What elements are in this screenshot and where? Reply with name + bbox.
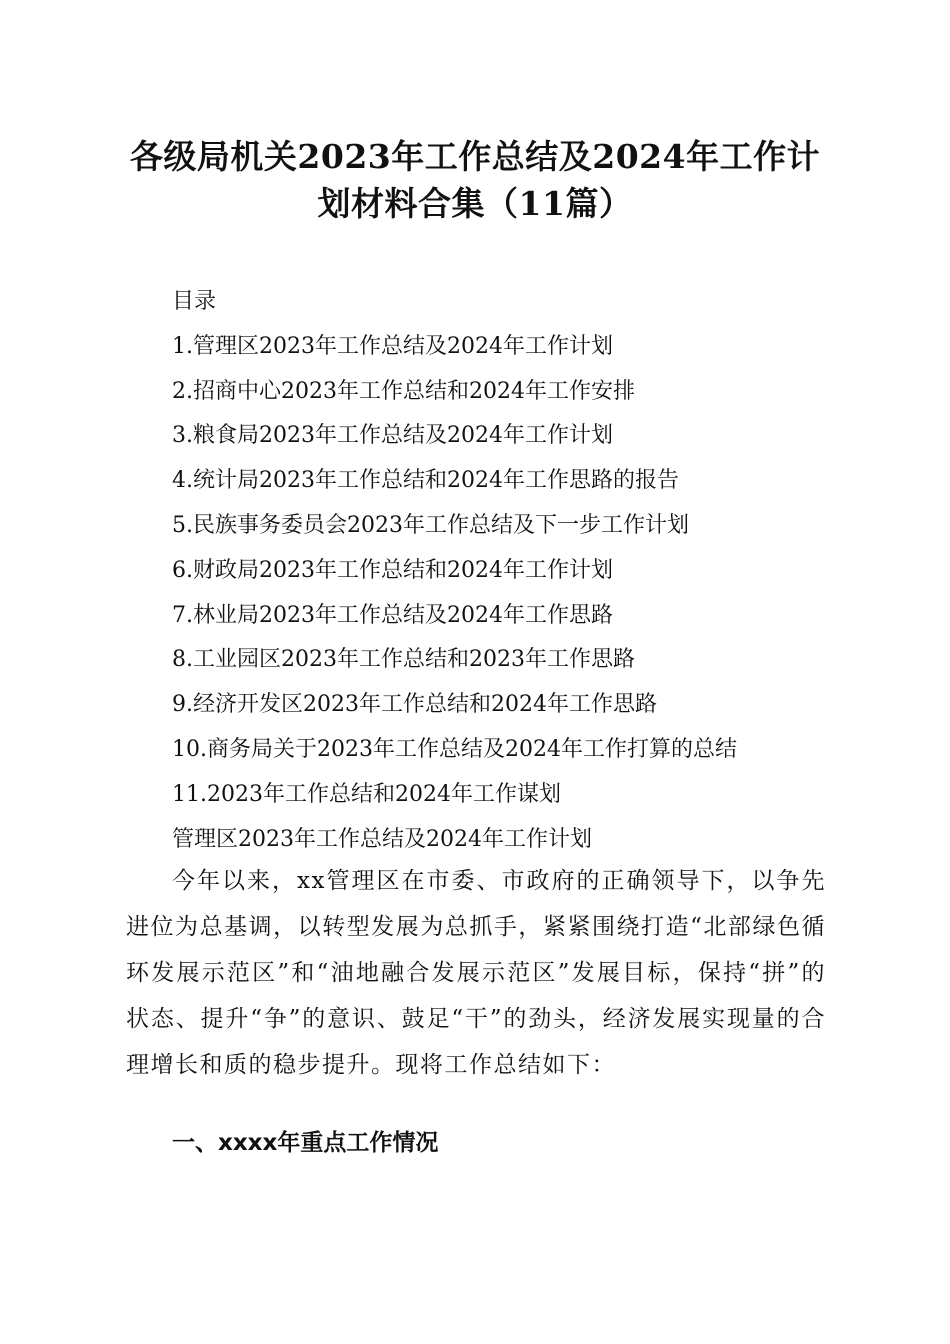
- toc-item: 4.统计局2023年工作总结和2024年工作思路的报告: [172, 468, 679, 494]
- toc-item: 5.民族事务委员会2023年工作总结及下一步工作计划: [172, 512, 689, 538]
- toc-heading: 目录: [172, 289, 217, 314]
- document-title-line-2: 划材料合集（11篇）: [317, 184, 633, 223]
- document-title-line-1: 各级局机关2023年工作总结及2024年工作计: [129, 137, 821, 176]
- table-of-contents: [172, 280, 872, 862]
- toc-item: 2.招商中心2023年工作总结和2024年工作安排: [172, 378, 635, 404]
- article-title: 管理区2023年工作总结及2024年工作计划: [172, 826, 592, 852]
- toc-item: 1.管理区2023年工作总结及2024年工作计划: [172, 333, 613, 359]
- body-paragraph: 今年以来，xx管理区在市委、市政府的正确领导下，以争先进位为总基调，以转型发展为总抓手，紧紧围绕打造“北部绿色循环发展示范区”和“油地融合发展示范区”发展目标，保持“拼”的状态、提升“争”的意识、鼓足“干”的劲头，经济发展实现量的合理增长和质的稳步提升。现将工作总结如下：: [126, 868, 826, 1078]
- section-heading: 一、xxxx年重点工作情况: [172, 1130, 439, 1156]
- toc-item: 9.经济开发区2023年工作总结和2024年工作思路: [172, 692, 657, 718]
- toc-item: 10.商务局关于2023年工作总结及2024年工作打算的总结: [172, 736, 737, 762]
- toc-item: 8.工业园区2023年工作总结和2023年工作思路: [172, 647, 635, 673]
- toc-item: 3.粮食局2023年工作总结及2024年工作计划: [172, 423, 613, 449]
- document-title: [100, 133, 850, 227]
- toc-item: 7.林业局2023年工作总结及2024年工作思路: [172, 602, 613, 628]
- toc-item: 11.2023年工作总结和2024年工作谋划: [172, 781, 561, 807]
- toc-item: 6.财政局2023年工作总结和2024年工作计划: [172, 557, 613, 583]
